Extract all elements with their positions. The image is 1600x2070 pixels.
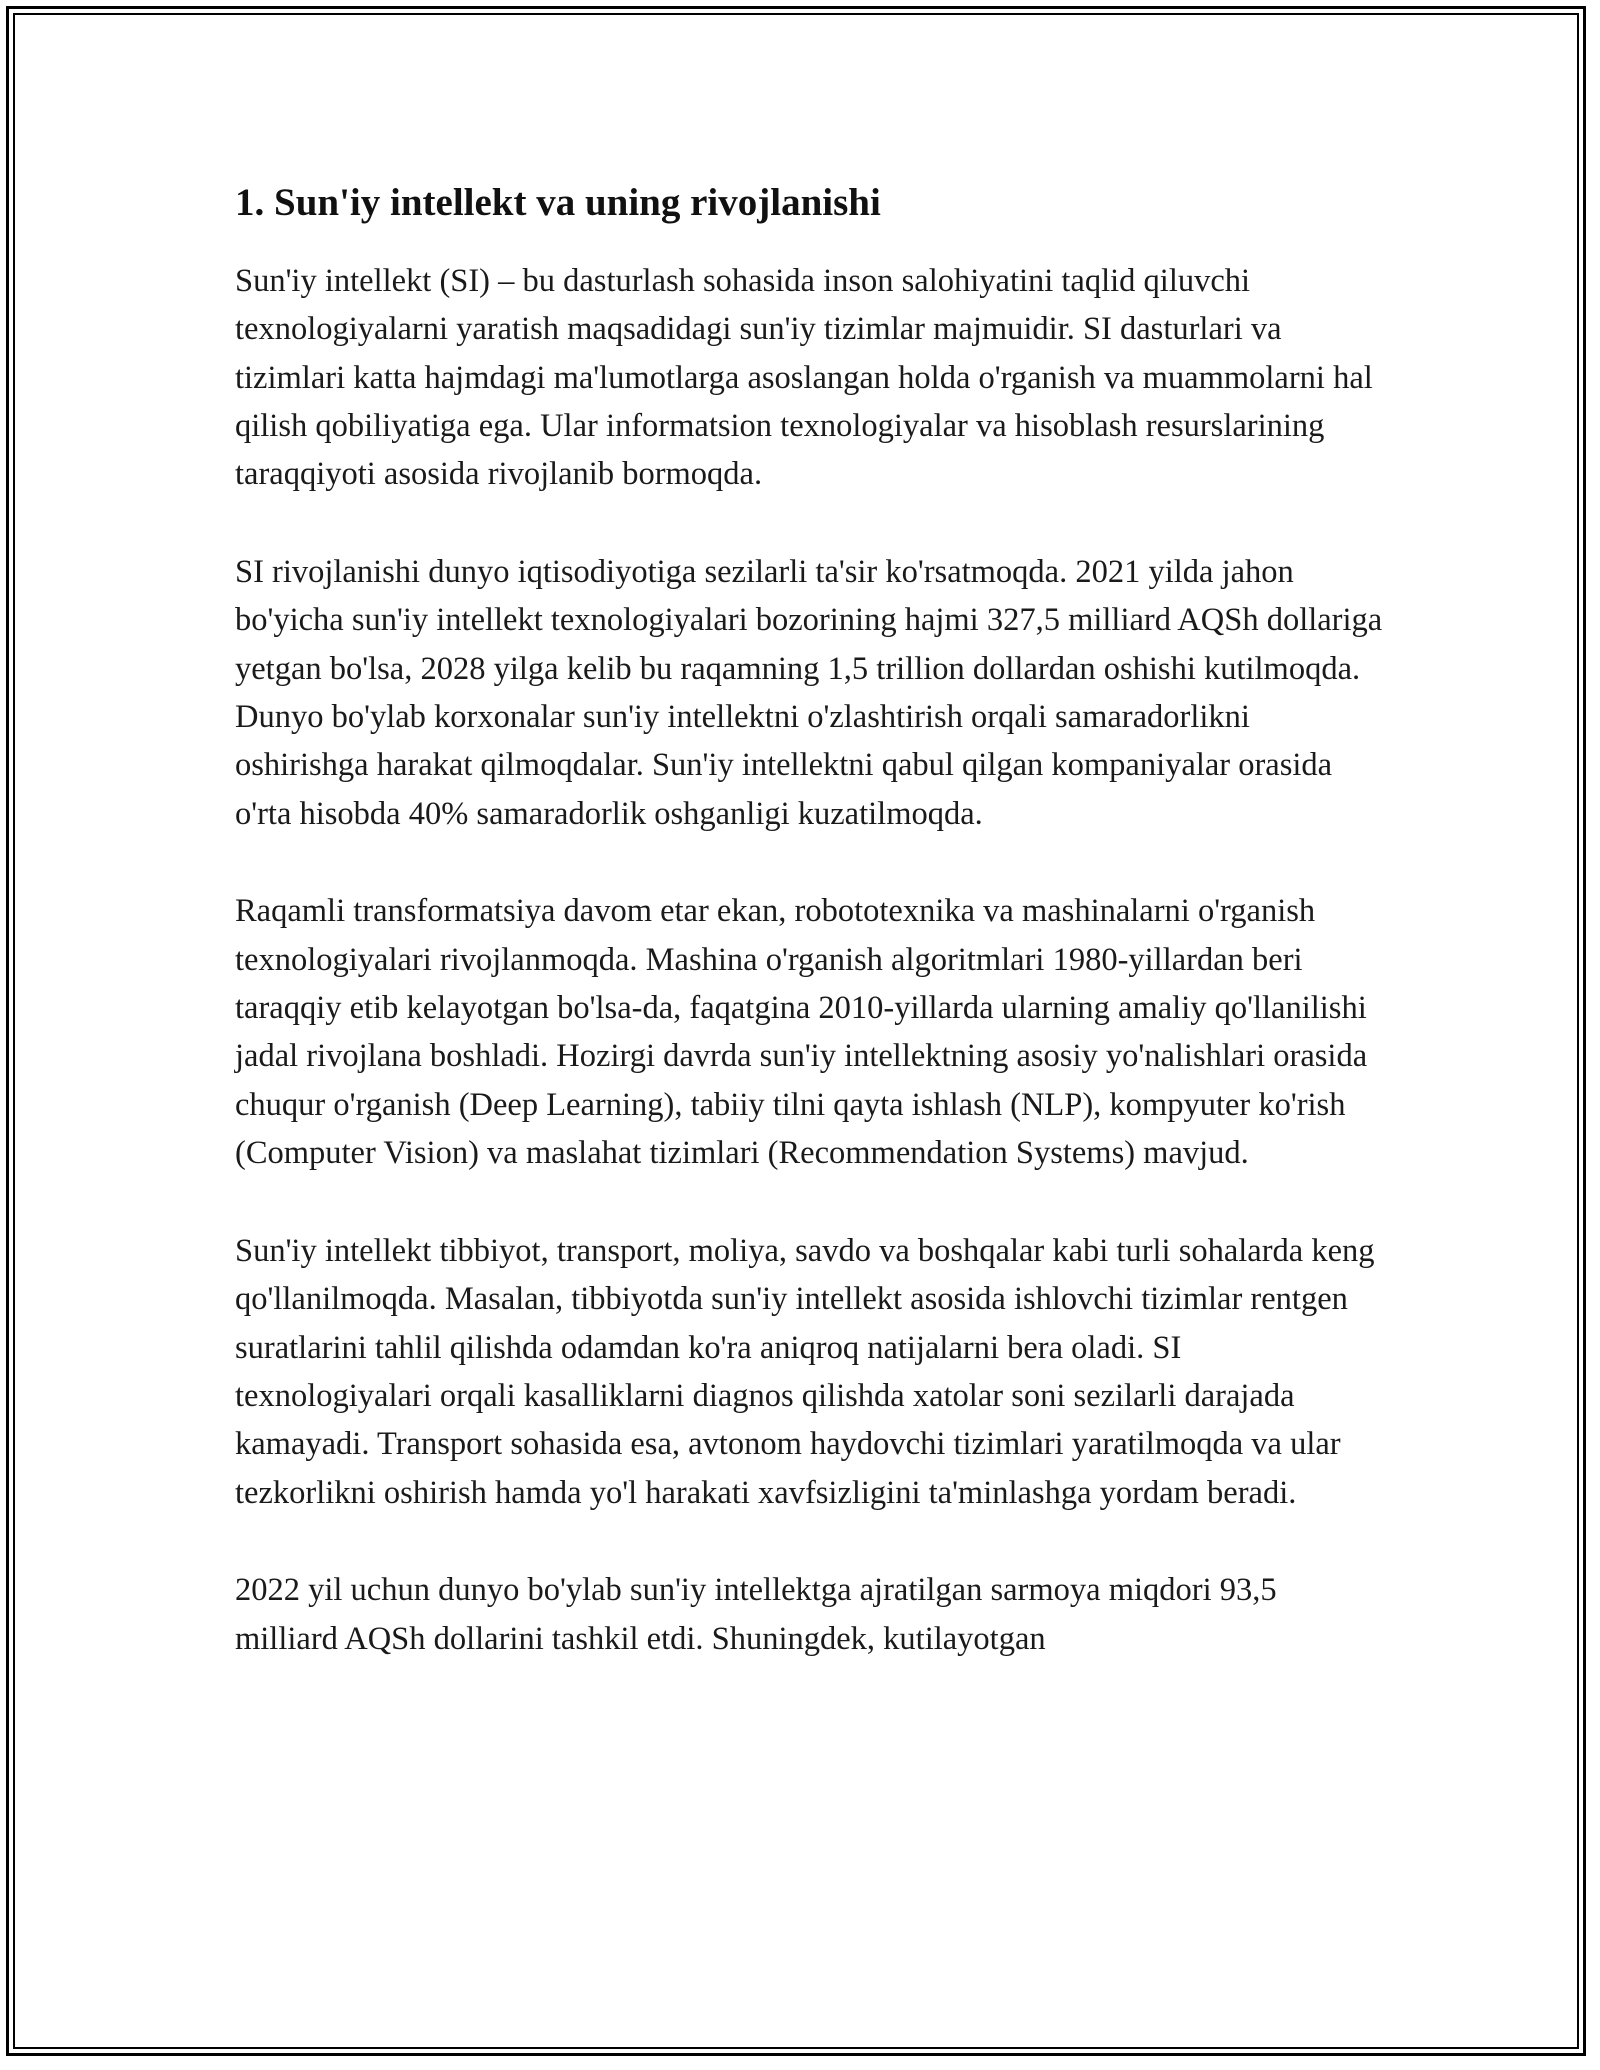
paragraph-1: Sun'iy intellekt (SI) – bu dasturlash sohasida inson salohiyatini taqlid qiluvchi texnologiyalarni yaratish maqsadidagi sun'iy tizimlar majmuidir. SI dasturlari va tizimlari katta hajmdagi ma'lumotlarga asoslangan holda o'rganish va muammolarni hal qilish qobiliyatiga ega. Ular informatsion texnologiyalar va hisoblash resurslarining taraqqiyoti asosida rivojlanib bormoqda. bbox=[235, 262, 1373, 493]
paragraph-2: SI rivojlanishi dunyo iqtisodiyotiga sezilarli ta'sir ko'rsatmoqda. 2021 yilda jahon bo'yicha sun'iy intellekt texnologiyalari bozorining hajmi 327,5 milliard AQSh dollariga yetgan bo'lsa, 2028 yilga kelib bu raqamning 1,5 trillion dollardan oshishi kutilmoqda. Dunyo bo'ylab korxonalar sun'iy intellektni o'zlashtirish orqali samaradorlikni oshirishga harakat qilmoqdalar. Sun'iy intellektni qabul qilgan kompaniyalar orasida o'rta hisobda 40% samaradorlik oshganligi kuzatilmoqda. bbox=[235, 553, 1383, 832]
section-title: 1. Sun'iy intellekt va uning rivojlanishi bbox=[235, 181, 881, 224]
paragraph-5: 2022 yil uchun dunyo bo'ylab sun'iy intellektga ajratilgan sarmoya miqdori 93,5 milliard AQSh dollarini tashkil etdi. Shuningdek, kutilayotgan bbox=[235, 1572, 1277, 1657]
document-content bbox=[235, 180, 1385, 1663]
paragraph-4: Sun'iy intellekt tibbiyot, transport, moliya, savdo va boshqalar kabi turli sohalarda keng qo'llanilmoqda. Masalan, tibbiyotda sun'iy intellekt asosida ishlovchi tizimlar rentgen suratlarini tahlil qilishda odamdan ko'ra aniqroq natijalarni bera oladi. SI texnologiyalari orqali kasalliklarni diagnos qilishda xatolar soni sezilarli darajada kamayadi. Transport sohasida esa, avtonom haydovchi tizimlari yaratilmoqda va ular tezkorlikni oshirish hamda yo'l harakati xavfsizligini ta'minlashga yordam beradi. bbox=[235, 1232, 1375, 1511]
paragraph-3: Raqamli transformatsiya davom etar ekan, robototexnika va mashinalarni o'rganish texnologiyalari rivojlanmoqda. Mashina o'rganish algoritmlari 1980-yillardan beri taraqqiy etib kelayotgan bo'lsa-da, faqatgina 2010-yillarda ularning amaliy qo'llanilishi jadal rivojlana boshladi. Hozirgi davrda sun'iy intellektning asosiy yo'nalishlari orasida chuqur o'rganish (Deep Learning), tabiiy tilni qayta ishlash (NLP), kompyuter ko'rish (Computer Vision) va maslahat tizimlari (Recommendation Systems) mavjud. bbox=[235, 893, 1368, 1172]
